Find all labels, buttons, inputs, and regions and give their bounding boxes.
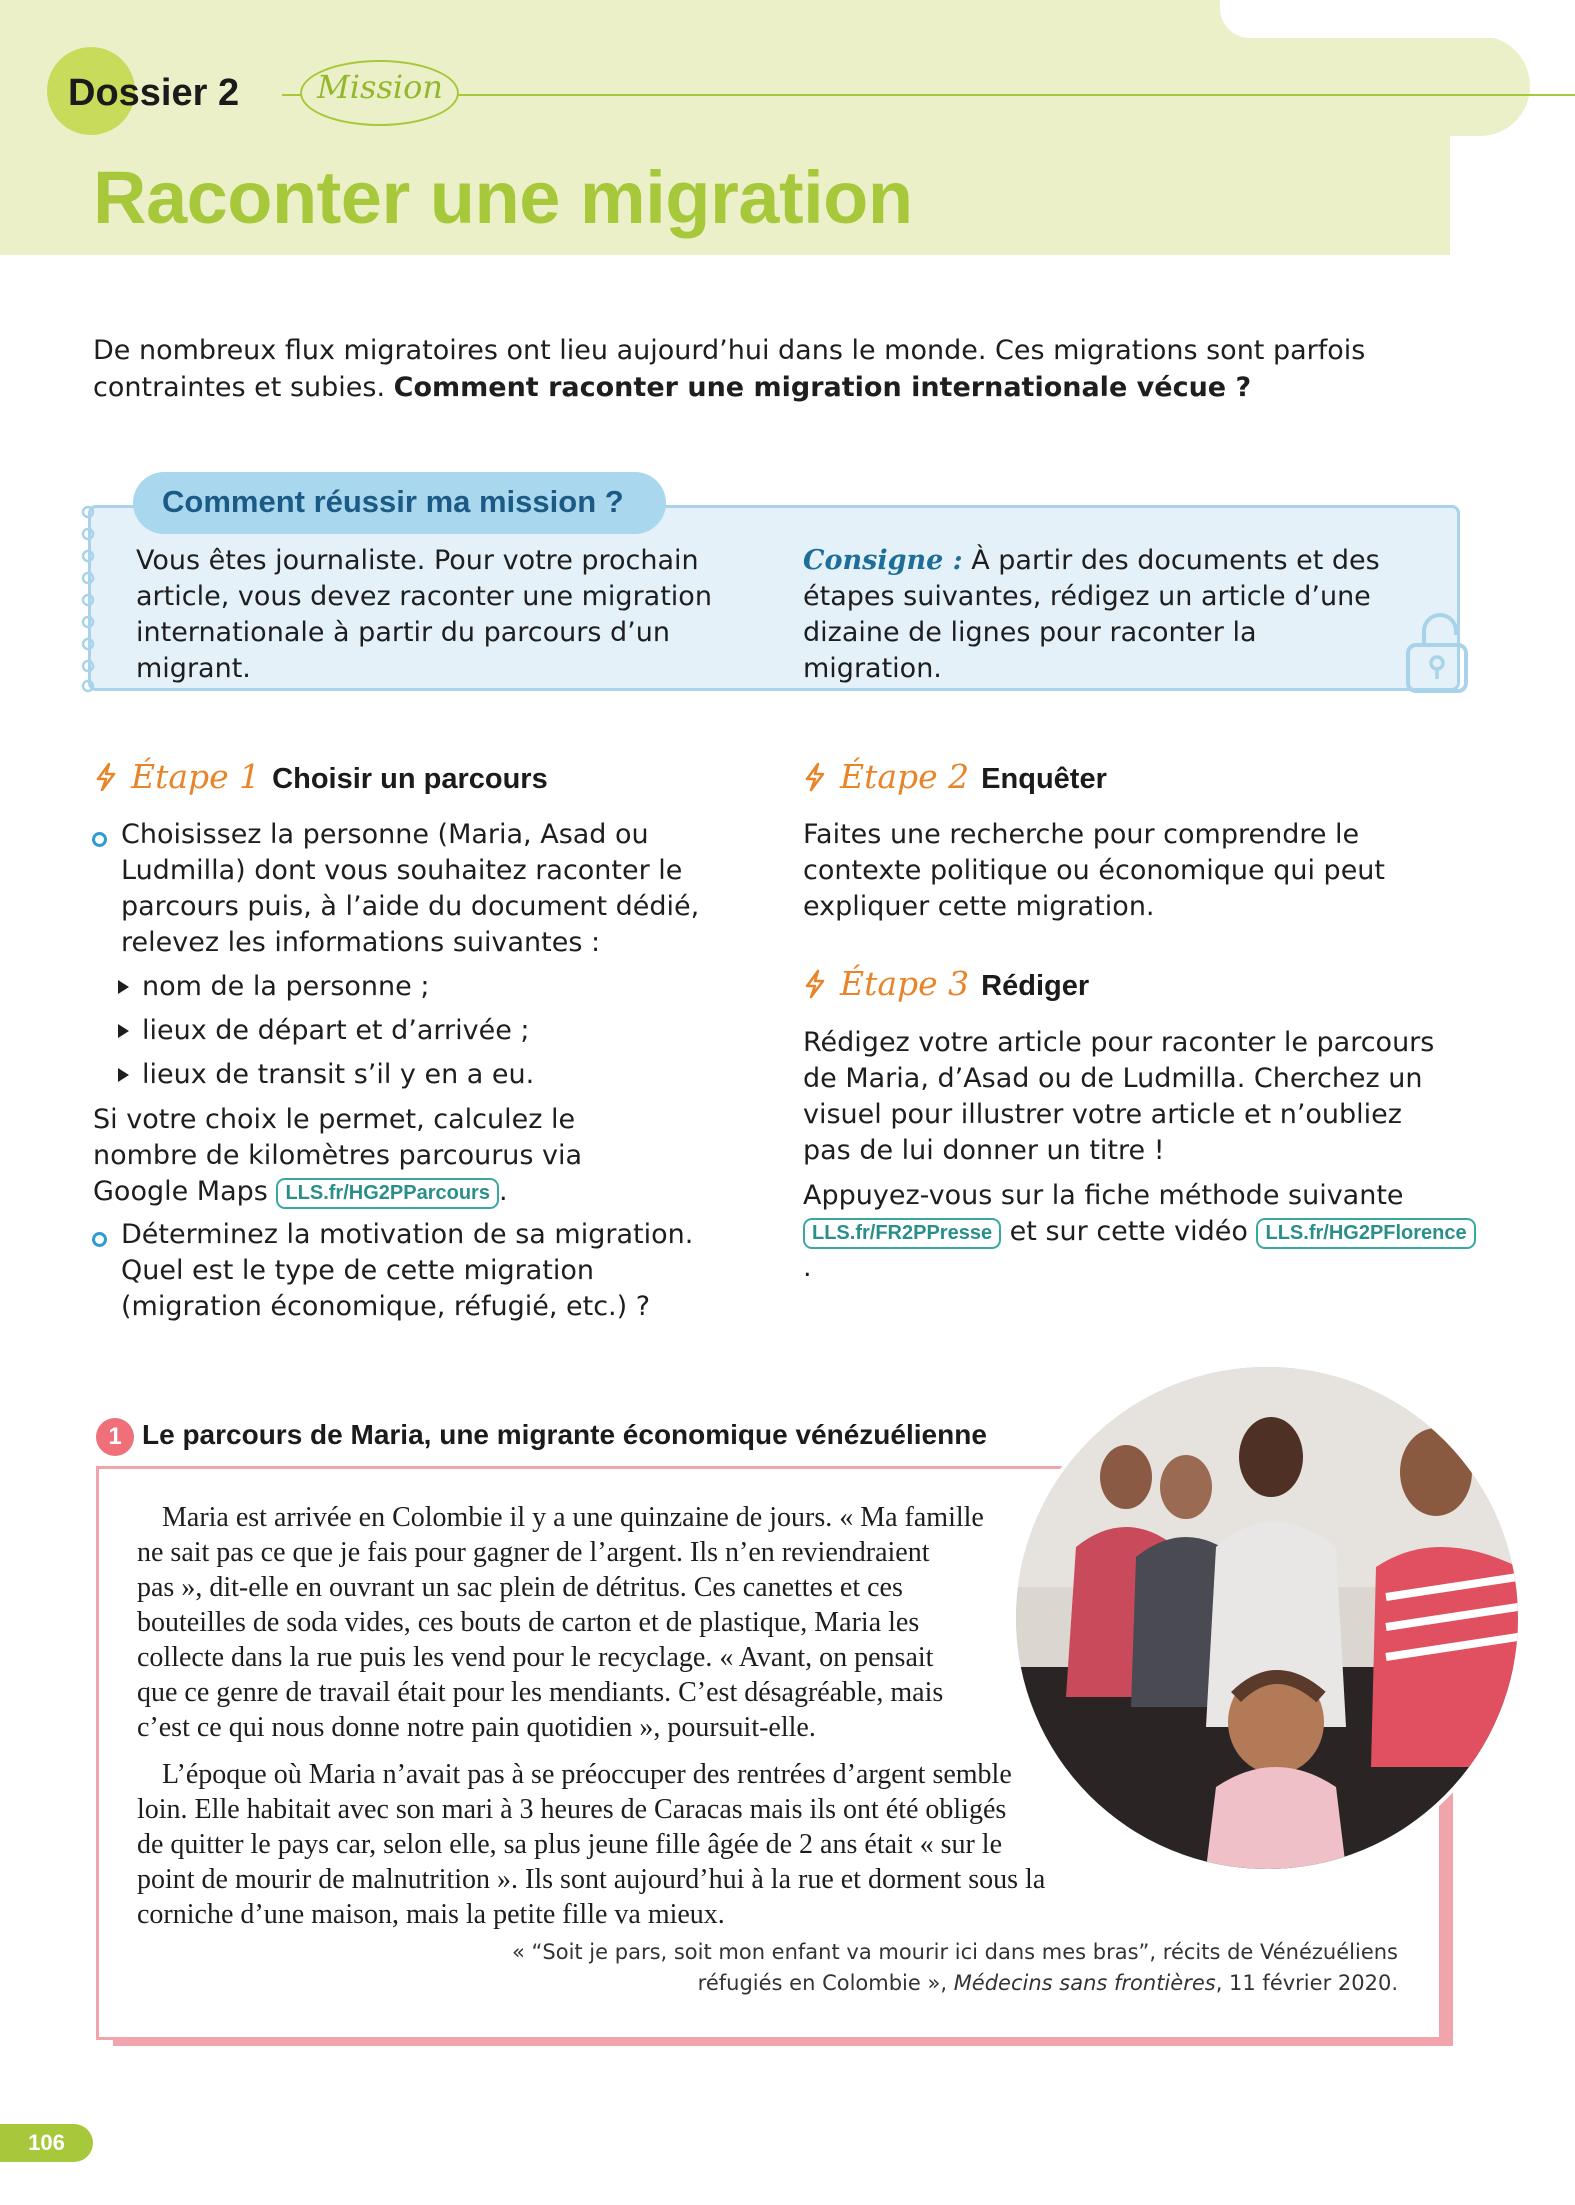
etape1-sub3: lieux de transit s’il y en a eu. bbox=[142, 1059, 535, 1090]
intro-paragraph bbox=[93, 332, 1493, 406]
doc-line: corniche d’une maison, mais la petite fille va mieux. bbox=[137, 1899, 725, 1930]
intro-text: De nombreux flux migratoires ont lieu aujourd’hui dans le monde. Ces migrations sont parfois contraintes et subies. bbox=[93, 335, 1366, 403]
etape3-video-text: et sur cette vidéo bbox=[1009, 1216, 1248, 1247]
doc-line: pas », dit-elle en ouvrant un sac plein de détritus. Ces canettes et ces bbox=[137, 1572, 903, 1603]
lock-icon bbox=[1402, 607, 1472, 697]
etape1-calc-text: Si votre choix le permet, calculez le nombre de kilomètres parcourus via Google Maps bbox=[93, 1104, 583, 1207]
mission-rule bbox=[282, 94, 1575, 96]
source-line-1: « “Soit je pars, soit mon enfant va mourir ici dans mes bras”, récits de Vénézuéliens bbox=[511, 1940, 1398, 1964]
link-florence[interactable]: LLS.fr/HG2PFlorence bbox=[1256, 1218, 1475, 1249]
doc-line: ne sait pas ce que je fais pour gagner de l’argent. Ils n’en reviendraient bbox=[137, 1537, 930, 1568]
doc-line: L’époque où Maria n’avait pas à se préoccuper des rentrées d’argent semble bbox=[162, 1759, 1012, 1790]
etape1-label: Étape 1 bbox=[131, 757, 261, 796]
etape3-text: Rédigez votre article pour raconter le parcours de Maria, d’Asad ou de Ludmilla. Cherchez un visuel pour illustrer votre article et n’oubliez pas de lui donner un titre ! bbox=[803, 1027, 1435, 1166]
etape2-text: Faites une recherche pour comprendre le contexte politique ou économique qui peut expliquer cette migration. bbox=[803, 819, 1386, 922]
document-paragraph-2 bbox=[137, 1757, 1137, 1932]
lightning-icon bbox=[93, 762, 119, 792]
etape3-label: Étape 3 bbox=[840, 964, 970, 1003]
document-paragraph-1 bbox=[137, 1500, 1007, 1745]
source-line-2 bbox=[430, 1968, 1398, 1999]
etape1-calc bbox=[93, 1102, 673, 1210]
etape3-method bbox=[803, 1178, 1483, 1286]
page-number: 106 bbox=[0, 2124, 93, 2162]
etape1-title: Choisir un parcours bbox=[272, 763, 548, 795]
spiral-binding-icon bbox=[78, 500, 108, 695]
doc-line: c’est ce qui nous donne notre pain quotidien », poursuit-elle. bbox=[137, 1712, 816, 1743]
doc-line: collecte dans la rue puis les vend pour le recyclage. « Avant, on pensait bbox=[137, 1642, 934, 1673]
etape3-title: Rédiger bbox=[981, 970, 1090, 1002]
lightning-icon bbox=[802, 969, 828, 999]
doc-line: de quitter le pays car, selon elle, sa plus jeune fille âgée de 2 ans était « sur le bbox=[137, 1829, 1003, 1860]
etape1-calc-end: . bbox=[498, 1176, 508, 1207]
doc-line: Maria est arrivée en Colombie il y a une quinzaine de jours. « Ma famille bbox=[162, 1502, 984, 1533]
consigne-text: À partir des documents et des étapes suivantes, rédigez un article d’une dizaine de lignes pour raconter la migration. bbox=[803, 545, 1380, 684]
mission-tab-label: Comment réussir ma mission ? bbox=[162, 484, 624, 519]
dossier-label: Dossier 2 bbox=[68, 72, 240, 114]
page-title: Raconter une migration bbox=[93, 156, 913, 239]
header-lobe bbox=[1300, 120, 1450, 255]
etape3-end: . bbox=[803, 1252, 812, 1283]
mission-label: Mission bbox=[317, 68, 443, 106]
arrow-bullet-icon bbox=[118, 1024, 129, 1038]
source-date: , 11 février 2020. bbox=[1215, 1971, 1398, 1995]
etape2-heading bbox=[802, 757, 1107, 796]
etape2-label: Étape 2 bbox=[840, 757, 970, 796]
document-source bbox=[430, 1937, 1398, 1999]
source-text: réfugiés en Colombie », bbox=[697, 1971, 954, 1995]
bullet-icon bbox=[92, 832, 107, 847]
doc-line: point de mourir de malnutrition ». Ils sont aujourd’hui à la rue et dorment sous la bbox=[137, 1864, 1046, 1895]
source-journal: Médecins sans frontières bbox=[953, 1971, 1216, 1995]
doc-line: loin. Elle habitait avec son mari à 3 heures de Caracas mais ils ont été obligés bbox=[137, 1794, 1007, 1825]
mission-left-text: Vous êtes journaliste. Pour votre prochain article, vous devez raconter une migration internationale à partir du parcours d’un migrant. bbox=[136, 545, 712, 684]
document-number-badge: 1 bbox=[96, 1418, 134, 1456]
link-presse[interactable]: LLS.fr/FR2PPresse bbox=[803, 1218, 1001, 1249]
photo-illustration bbox=[1016, 1367, 1518, 1869]
link-parcours[interactable]: LLS.fr/HG2PParcours bbox=[276, 1178, 499, 1209]
bullet-icon bbox=[92, 1232, 107, 1247]
arrow-bullet-icon bbox=[118, 1068, 129, 1082]
consigne-label: Consigne : bbox=[803, 545, 963, 576]
mission-consigne bbox=[803, 543, 1393, 687]
migrants-photo bbox=[1012, 1363, 1522, 1873]
intro-question: Comment raconter une migration internationale vécue ? bbox=[393, 372, 1252, 403]
lightning-icon bbox=[802, 762, 828, 792]
header-notch bbox=[1220, 0, 1575, 38]
etape2-title: Enquêter bbox=[981, 763, 1107, 795]
etape1-sub2: lieux de départ et d’arrivée ; bbox=[142, 1015, 530, 1046]
etape3-heading bbox=[802, 964, 1089, 1003]
arrow-bullet-icon bbox=[118, 980, 129, 994]
etape1-heading bbox=[93, 757, 548, 796]
doc-line: bouteilles de soda vides, ces bouts de carton et de plastique, Maria les bbox=[137, 1607, 920, 1638]
doc-line: que ce genre de travail était pour les mendiants. C’est désagréable, mais bbox=[137, 1677, 944, 1708]
etape1-sub1: nom de la personne ; bbox=[142, 971, 430, 1002]
etape3-method-text: Appuyez-vous sur la fiche méthode suivante bbox=[803, 1180, 1404, 1211]
etape1-bullet1: Choisissez la personne (Maria, Asad ou Ludmilla) dont vous souhaitez raconter le parcours puis, à l’aide du document dédié, relevez les informations suivantes : bbox=[121, 819, 700, 958]
etape1-bullet2: Déterminez la motivation de sa migration. Quel est le type de cette migration (migration économique, réfugié, etc.) ? bbox=[121, 1219, 694, 1322]
document-title: Le parcours de Maria, une migrante économique vénézuélienne bbox=[142, 1419, 987, 1450]
